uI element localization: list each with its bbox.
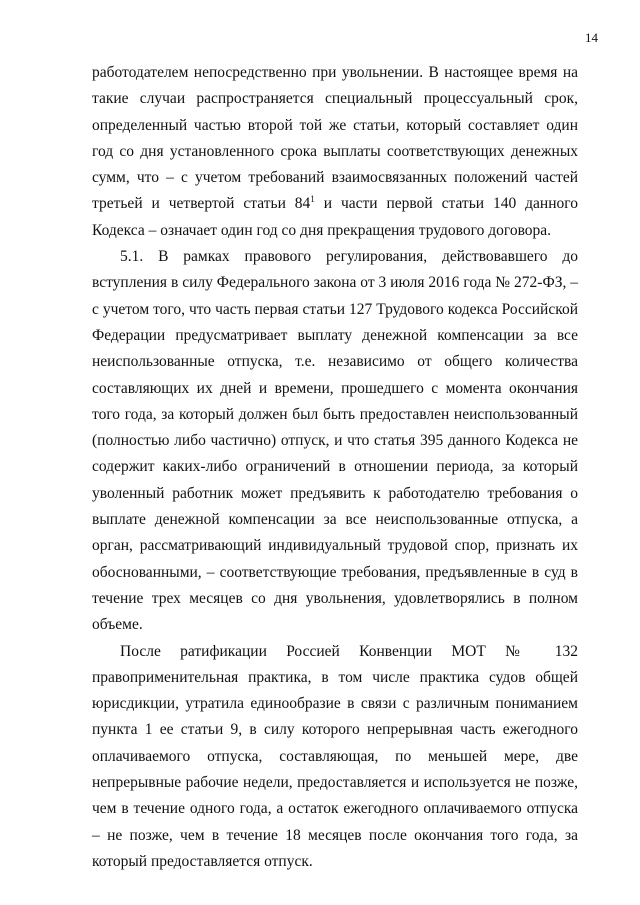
paragraph-continuation [92, 60, 578, 244]
page-number: 14 [585, 30, 598, 45]
article-superscript: 1 [310, 194, 315, 205]
document-body [92, 60, 578, 875]
paragraph-text: работодателем непосредственно при увольнении. В настоящее время на такие случаи распространяется специальный процессуальный срок, определенный частью второй той же статьи, который составляет один год со дня установленного срока выплаты соответствующих денежных сумм, что – с учетом требований взаимосвязанных положений частей третьей и четвертой статьи 84 [92, 64, 578, 213]
paragraph-text-tail: и части первой статьи 140 данного Кодекса – означает один год со дня прекращения трудового договора. [92, 195, 578, 239]
paragraph-5-1: 5.1. В рамках правового регулирования, действовавшего до вступления в силу Федерального закона от 3 июля 2016 года № 272-ФЗ, – с учетом того, что часть первая статьи 127 Трудового кодекса Российской Федерации предусматривает выплату денежной компенсации за все неиспользованные отпуска, т.е. независимо от общего количества составляющих их дней и времени, прошедшего с момента окончания того года, за который должен был быть предоставлен неиспользованный (полностью либо частично) отпуск, и что статья 395 данного Кодекса не содержит каких-либо ограничений в отношении периода, за который уволенный работник может предъявить к работодателю требования о выплате денежной компенсации за все неиспользованные отпуска, а орган, рассматривающий индивидуальный трудовой спор, признать их обоснованными, – соответствующие требования, предъявленные в суд в течение трех месяцев со дня увольнения, удовлетворялись в полном объеме. [92, 248, 578, 634]
paragraph-ratification: После ратификации Россией Конвенции МОТ № 132 правоприменительная практика, в том числе практика судов общей юрисдикции, утратила единообразие в связи с различным пониманием пункта 1 ее статьи 9, в силу которого непрерывная часть ежегодного оплачиваемого отпуска, составляющая, по меньшей мере, две непрерывные рабочие недели, предоставляется и используется не позже, чем в течение одного года, а остаток ежегодного оплачиваемого отпуска – не позже, чем в течение 18 месяцев после окончания того года, за который предоставляется отпуск. [92, 642, 578, 870]
